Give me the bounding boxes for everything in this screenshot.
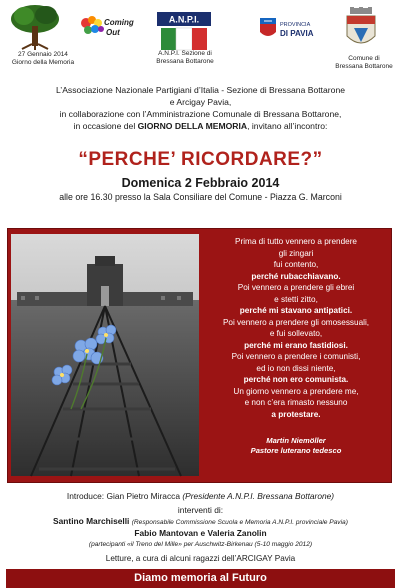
anpi-logo: [157, 12, 211, 52]
poem-line: a protestare.: [271, 409, 321, 419]
logo-bar: [0, 0, 401, 80]
intro-line-4-pre: in occasione del: [73, 121, 138, 131]
coming-out-logo: [78, 12, 134, 42]
event-title: “PERCHE’ RICORDARE?”: [78, 149, 323, 170]
poem-line: perché mi erano fastidiosi.: [244, 340, 348, 350]
intro-line-4: [10, 120, 391, 132]
poem-line: e stetti zitto,: [274, 294, 318, 304]
speakers-list: [0, 505, 401, 550]
svg-text:PROVINCIA: PROVINCIA: [280, 22, 311, 28]
event-venue: alle ore 16.30 presso la Sala Consiliare del Comune - Piazza G. Marconi: [59, 192, 342, 202]
poem-line: perché mi stavano antipatici.: [239, 306, 353, 315]
memorial-date: 27 Gennaio 2014: [18, 51, 68, 58]
svg-text:DI PAVIA: DI PAVIA: [280, 29, 314, 38]
provincia-pavia-logo: [258, 14, 318, 50]
poem-line: e non c’era rimasto nessuno: [244, 398, 348, 407]
speaker-2-names: Fabio Mantovan e Valeria Zanolin: [134, 528, 267, 538]
tree-logo: [8, 4, 62, 50]
intro-line-3: in collaborazione con l’Amministrazione Comunale di Bressana Bottarone,: [59, 109, 342, 119]
poem-line: perché non ero comunista.: [243, 375, 349, 384]
svg-text:Out: Out: [106, 28, 120, 37]
comune-town-label: Bressana Bottarone: [335, 63, 393, 70]
poem-line: Poi vennero a prendere i comunisti,: [231, 352, 361, 361]
poem-line: e fui sollevato,: [269, 329, 323, 338]
poem-author-title: Pastore luterano tedesco: [250, 446, 342, 455]
comune-caption: [330, 55, 398, 71]
poem-line: gli zingari: [278, 248, 314, 258]
intro-line-4-post: , invitano all’incontro:: [247, 121, 328, 131]
poem-attribution: [204, 436, 388, 456]
speakers-heading: interventi di:: [177, 505, 224, 515]
speaker-1-name: Santino Marchiselli: [53, 516, 132, 526]
speaker-1-role: (Responsabile Commissione Scuola e Memoria A.N.P.I. provinciale Pavia): [131, 519, 348, 526]
poem-author: Martin Niemöller: [266, 436, 326, 445]
tree-caption: [2, 51, 84, 67]
intro-line-1: L’Associazione Nazionale Partigiani d’Italia - Sezione di Bressana Bottarone: [55, 85, 345, 95]
event-date: Domenica 2 Febbraio 2014: [121, 176, 280, 190]
poem-text: [204, 236, 388, 420]
anpi-town-label: Bressana Bottarone: [156, 58, 214, 65]
poem-line: Prima di tutto vennero a prendere: [235, 237, 357, 246]
memorial-day-label: Giorno della Memoria: [11, 59, 75, 66]
svg-text:A.N.P.I.: A.N.P.I.: [168, 14, 200, 25]
speaker-2-note: (partecipanti «il Treno del Mille» per Auschwitz-Birkenau (5-10 maggio 2012): [88, 541, 313, 548]
poem-line: perché rubacchiavano.: [251, 271, 341, 281]
poem-line: Un giorno vennero a prendere me,: [233, 386, 359, 396]
footer-banner: Diamo memoria al Futuro: [6, 569, 395, 588]
readings-note: Letture, a cura di alcuni ragazzi dell’ARCIGAY Pavia: [105, 554, 296, 563]
intro-line-2: e Arcigay Pavia,: [169, 97, 232, 107]
anpi-section-label: A.N.P.I. Sezione di: [158, 50, 212, 57]
comune-label: Comune di: [348, 55, 380, 62]
invitation-intro: [10, 84, 391, 132]
poem-line: ed io non dissi niente,: [256, 363, 336, 373]
poem-line: Poi vennero a prendere gli ebrei: [237, 283, 355, 292]
poem-line: Poi vennero a prendere gli omosessuali,: [222, 317, 370, 327]
introducer-role: (Presidente A.N.P.I. Bressana Bottarone): [182, 491, 335, 501]
introducer: [0, 491, 401, 501]
anpi-caption: [140, 50, 230, 66]
poem-line: fui contento,: [273, 260, 319, 269]
comune-crest-logo: [342, 6, 380, 52]
speaker-1: [0, 516, 401, 528]
svg-text:Coming: Coming: [104, 18, 134, 27]
memorial-day-highlight: GIORNO DELLA MEMORIA: [137, 121, 248, 131]
railway-flowers-photo: [11, 234, 199, 476]
introducer-name: Introduce: Gian Pietro Miracca: [66, 491, 183, 501]
